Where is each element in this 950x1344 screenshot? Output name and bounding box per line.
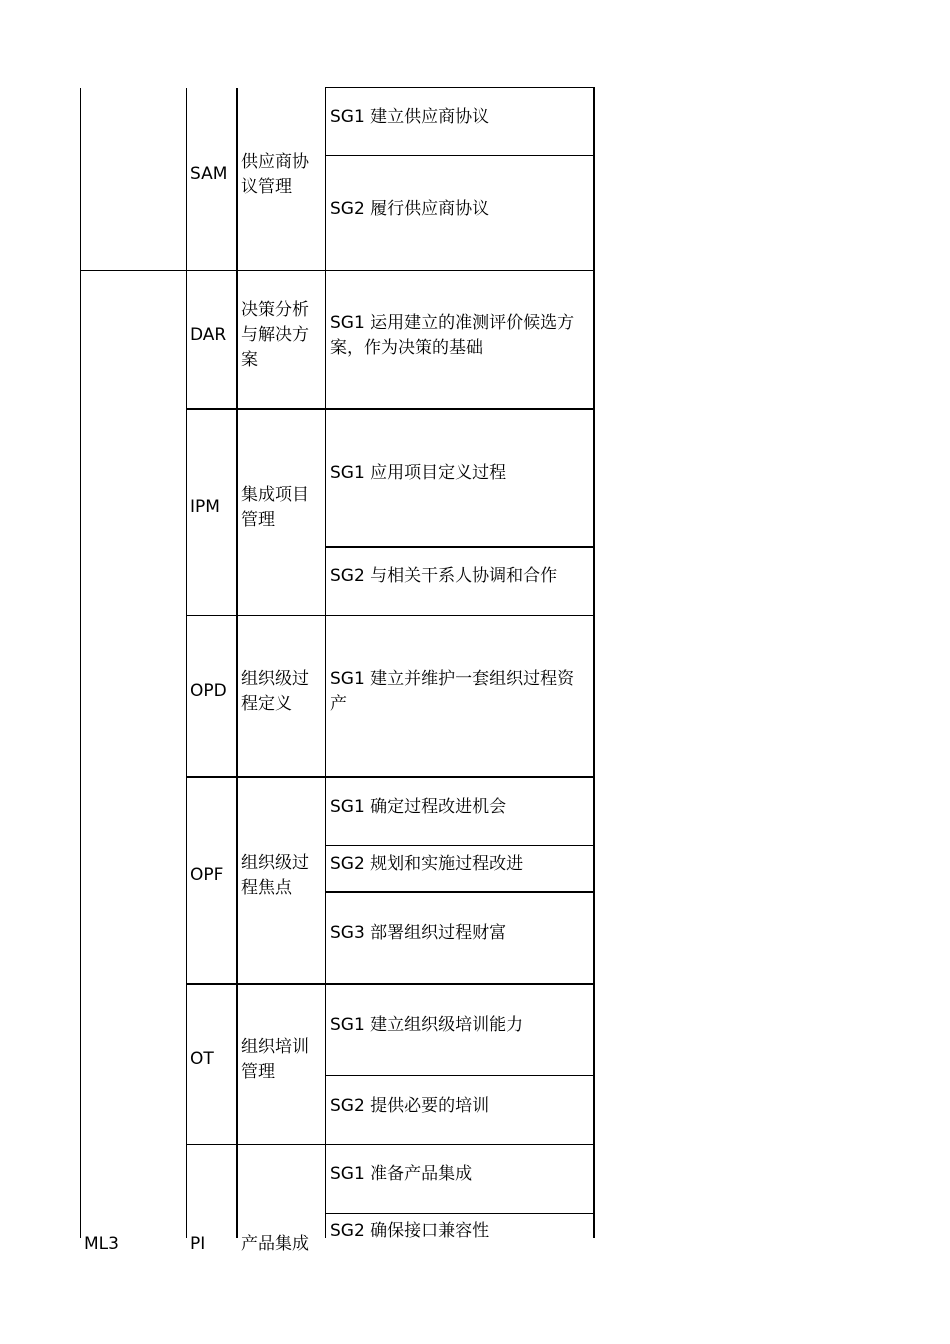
specific-goal: SG1 运用建立的准测评价候选方 案，作为决策的基础	[330, 313, 575, 358]
process-area-code: IPM	[190, 497, 220, 517]
specific-goal: SG1 建立供应商协议	[330, 107, 490, 127]
specific-goal: SG3 部署组织过程财富	[330, 923, 507, 943]
row-top-border	[325, 87, 595, 88]
specific-goal: SG1 建立组织级培训能力	[330, 1015, 524, 1035]
row-border	[186, 983, 595, 985]
row-border	[325, 546, 595, 548]
table-right-border	[593, 88, 595, 1238]
process-area-code: PI	[190, 1234, 206, 1254]
process-area-code: OT	[190, 1049, 214, 1069]
process-area-name: 组织培训 管理	[241, 1037, 309, 1082]
process-area-name: 供应商协 议管理	[241, 152, 309, 197]
process-area-name: 集成项目 管理	[241, 485, 309, 530]
maturity-level-label: ML3	[84, 1234, 119, 1254]
specific-goal: SG1 应用项目定义过程	[330, 463, 507, 483]
specific-goal: SG1 确定过程改进机会	[330, 797, 507, 817]
row-border	[325, 155, 595, 156]
process-area-code: OPD	[190, 681, 227, 701]
process-area-name: 组织级过 程定义	[241, 669, 309, 714]
row-border	[325, 891, 595, 893]
table-left-border	[80, 88, 81, 1238]
process-area-code: OPF	[190, 865, 224, 885]
row-border	[186, 408, 595, 410]
row-border	[186, 615, 595, 616]
specific-goal: SG1 准备产品集成	[330, 1164, 473, 1184]
process-area-code: DAR	[190, 325, 227, 345]
specific-goal: SG2 确保接口兼容性	[330, 1221, 490, 1241]
row-border	[325, 1075, 595, 1076]
column-divider-level	[186, 88, 187, 1238]
row-border	[186, 776, 595, 778]
specific-goal: SG2 与相关干系人协调和合作	[330, 566, 558, 586]
column-divider-code	[236, 88, 238, 1238]
specific-goal: SG2 履行供应商协议	[330, 199, 490, 219]
process-area-code: SAM	[190, 164, 228, 184]
process-area-name: 决策分析 与解决方 案	[241, 300, 309, 370]
process-area-name: 组织级过 程焦点	[241, 853, 309, 898]
specific-goal: SG2 规划和实施过程改进	[330, 854, 524, 874]
column-divider-name	[325, 88, 326, 1238]
row-border	[325, 1213, 595, 1214]
row-border	[325, 845, 595, 846]
specific-goal: SG2 提供必要的培训	[330, 1096, 490, 1116]
specific-goal: SG1 建立并维护一套组织过程资 产	[330, 669, 575, 714]
row-border	[80, 270, 595, 271]
process-area-name: 产品集成	[241, 1234, 309, 1254]
row-border	[186, 1144, 595, 1145]
